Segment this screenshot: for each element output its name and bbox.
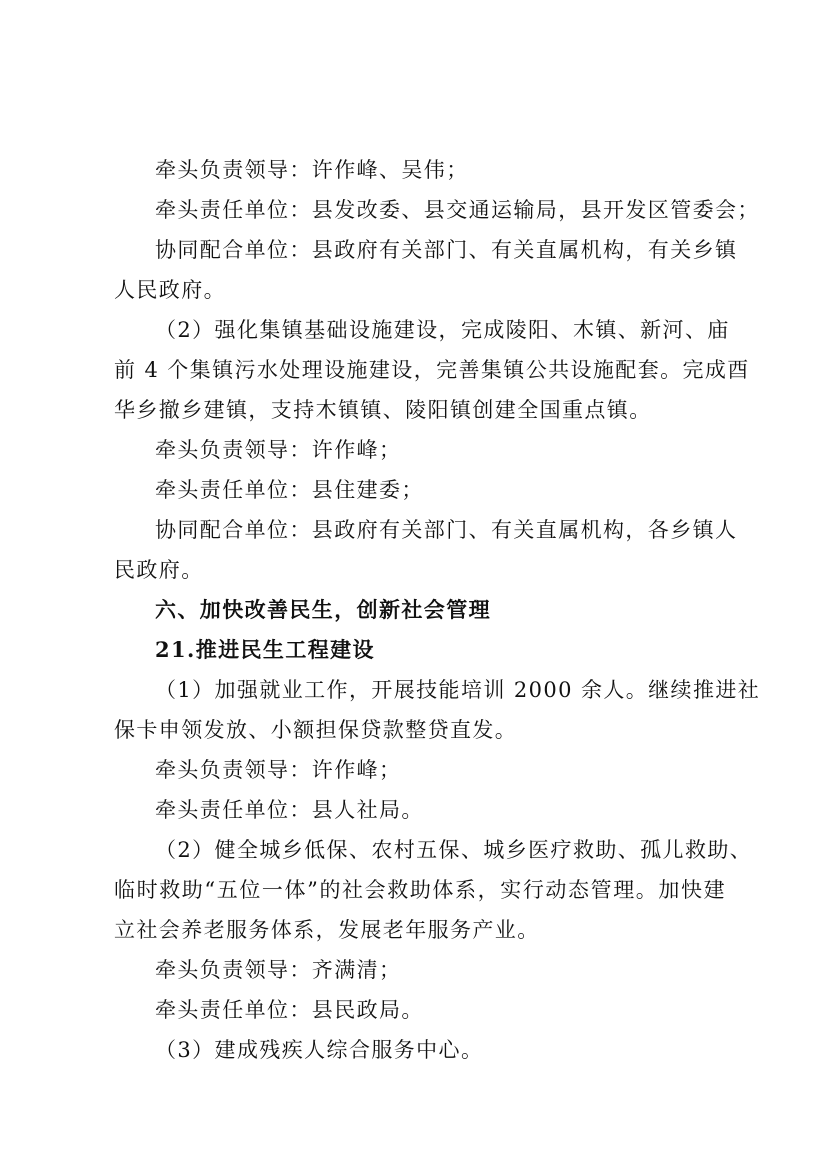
cooperating-unit-line-cont: 人民政府。 [114,278,226,302]
item-3-line: （3）建成残疾人综合服务中心。 [155,1038,484,1062]
cooperating-unit-line-cont: 民政府。 [114,558,204,582]
item-2-line-end: 立社会养老服务体系，发展老年服务产业。 [114,918,540,942]
item-2-line-end: 华乡撤乡建镇，支持木镇镇、陵阳镇创建全国重点镇。 [114,398,652,422]
item-1-line: （1）加强就业工作，开展技能培训 2000 余人。继续推进社 [155,678,761,702]
cooperating-unit-line: 协同配合单位：县政府有关部门、有关直属机构，有关乡镇 [155,238,738,262]
subsection-heading: 21.推进民生工程建设 [155,637,375,662]
lead-unit-line: 牵头责任单位：县人社局。 [155,798,424,822]
lead-unit-line: 牵头责任单位：县民政局。 [155,998,424,1022]
lead-unit-line: 牵头责任单位：县发改委、县交通运输局，县开发区管委会； [155,198,760,222]
item-2-line: （2）强化集镇基础设施建设，完成陵阳、木镇、新河、庙 [155,318,730,342]
item-2-line-cont: 临时救助“五位一体”的社会救助体系，实行动态管理。加快建 [114,878,726,902]
lead-unit-line: 牵头责任单位：县住建委； [155,478,424,502]
lead-leader-line: 牵头负责领导：许作峰； [155,758,402,782]
item-2-line: （2）健全城乡低保、农村五保、城乡医疗救助、孤儿救助、 [155,838,753,862]
lead-leader-line: 牵头负责领导：许作峰、吴伟； [155,158,469,182]
lead-leader-line: 牵头负责领导：许作峰； [155,438,402,462]
section-heading: 六、加快改善民生，创新社会管理 [155,597,491,622]
cooperating-unit-line: 协同配合单位：县政府有关部门、有关直属机构，各乡镇人 [155,518,738,542]
item-2-line-cont: 前 4 个集镇污水处理设施建设，完善集镇公共设施配套。完成酉 [114,358,750,382]
lead-leader-line: 牵头负责领导：齐满清； [155,958,402,982]
item-1-line-cont: 保卡申领发放、小额担保贷款整贷直发。 [114,718,518,742]
